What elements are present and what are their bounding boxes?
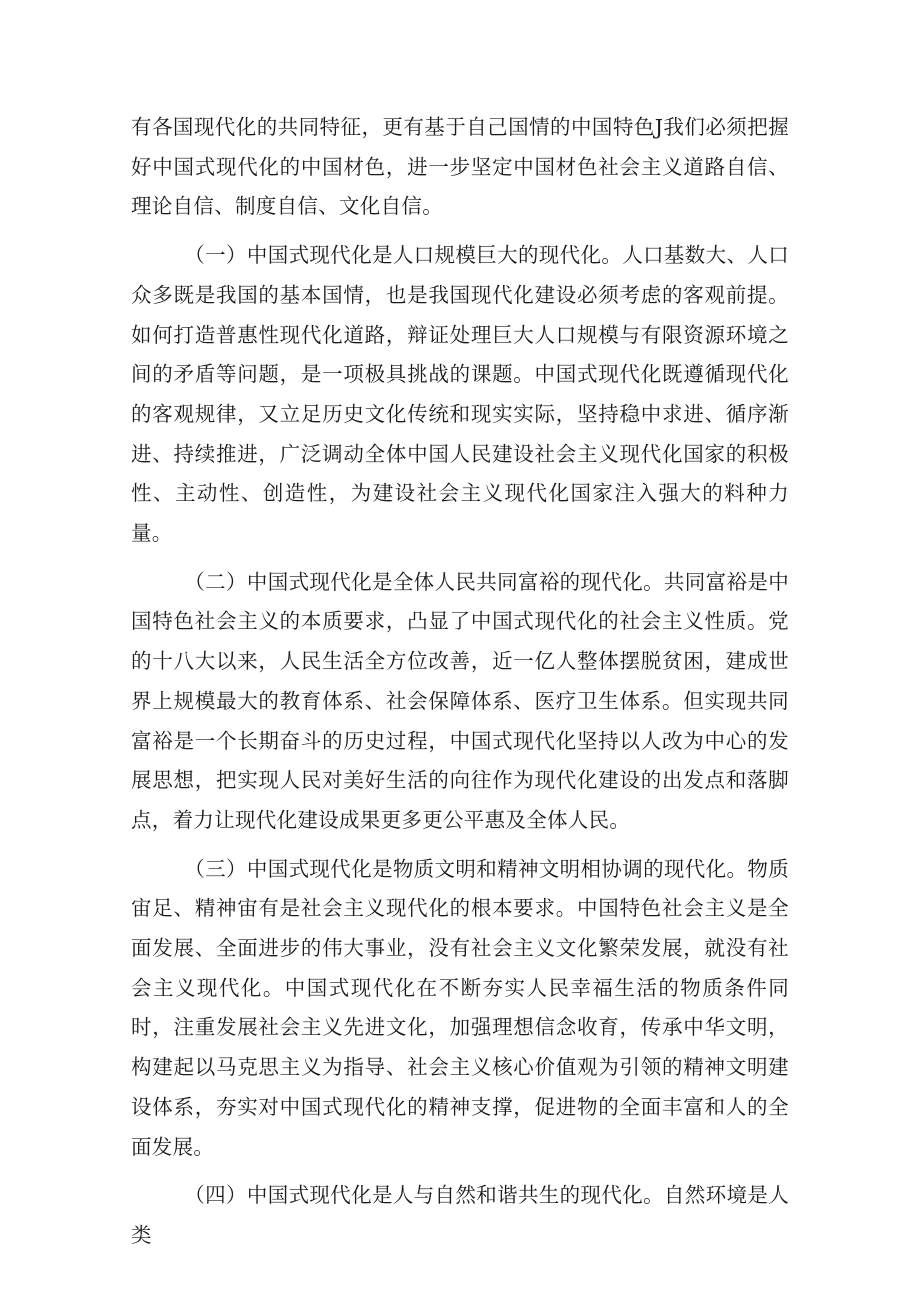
paragraph-gap bbox=[131, 227, 789, 236]
paragraph-section-4: （四）中国式现代化是人与自然和谐共生的现代化。自然环境是人类 bbox=[131, 1183, 789, 1247]
paragraph-gap bbox=[131, 1167, 789, 1176]
paragraph-gap bbox=[131, 841, 789, 850]
paragraph-section-3: （三）中国式现代化是物质文明和精神文明相协调的现代化。物质宙足、精神宙有是社会主义现代化的根本要求。中国特色社会主义是全面发展、全面进步的伟大事业，没有社会主义文化繁荣发展，就没有社会主义现代化。中国式现代化在不断夯实人民幸福生活的物质条件同时，注重发展社会主义先进文化，加强理想信念收育，传承中华文明，构建起以马克思主义为指导、社会主义核心价值观为引领的精神文明建设体系，夯实对中国式现代化的精神支撑，促进物的全面丰富和人的全面发展。 bbox=[131, 856, 789, 1159]
document-body bbox=[131, 108, 789, 1256]
paragraph-section-2: （二）中国式现代化是全体人民共同富裕的现代化。共同富裕是中国特色社会主义的本质要求，凸显了中国式现代化的社会主义性质。党的十八大以来，人民生活全方位改善，近一亿人整体摆脱贫困，建成世界上规模最大的教育体系、社会保障体系、医疗卫生体系。但实现共同富裕是一个长期奋斗的历史过程，中国式现代化坚持以人改为中心的发展思想，把实现人民对美好生活的向往作为现代化建设的出发点和落脚点，着力让现代化建设成果更多更公平惠及全体人民。 bbox=[131, 569, 789, 832]
paragraph-gap bbox=[131, 554, 789, 563]
paragraph-section-1: （一）中国式现代化是人口规模巨大的现代化。人口基数大、人口众多既是我国的基本国情，也是我国现代化建设必须考虑的客观前提。如何打造普惠性现代化道路，辩证处理巨大人口规模与有限资源环境之间的矛盾等问题，是一项极具挑战的课题。中国式现代化既遵循现代化的客观规律，又立足历史文化传统和现实实际，坚持稳中求进、循序渐进、持续推进，广泛调动全体中国人民建设社会主义现代化国家的积极性、主动性、创造性，为建设社会主义现代化国家注入强大的料种力量。 bbox=[131, 243, 789, 546]
paragraph-continuation: 有各国现代化的共同特征，更有基于自己国情的中国特色J我们必须把握好中国式现代化的中国材色，进一步坚定中国材色社会主义道路自信、理论自信、制度自信、文化自信。 bbox=[131, 115, 789, 219]
